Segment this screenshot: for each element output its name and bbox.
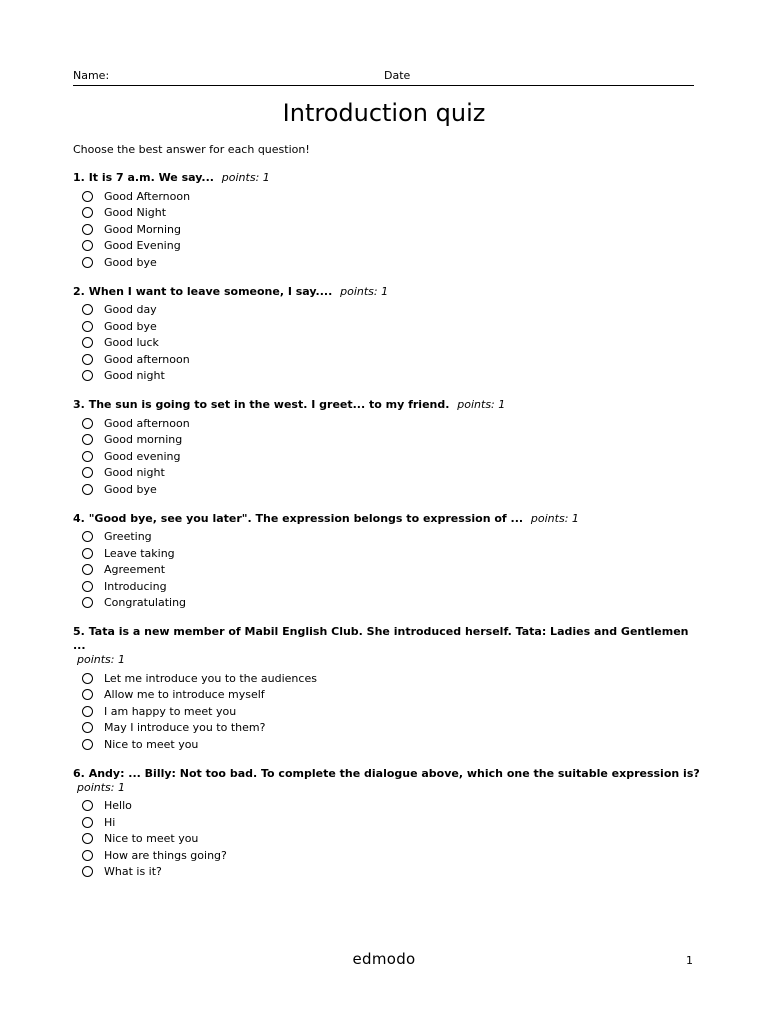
option[interactable] (73, 687, 703, 704)
option[interactable] (73, 335, 703, 352)
question-prompt: It is 7 a.m. We say... (88, 171, 214, 184)
option[interactable] (73, 188, 703, 205)
radio-button-icon[interactable] (82, 706, 93, 717)
radio-button-icon[interactable] (82, 722, 93, 733)
option-label: Good Afternoon (104, 189, 191, 203)
option[interactable] (73, 221, 703, 238)
option[interactable] (73, 578, 703, 595)
option[interactable] (73, 529, 703, 546)
radio-button-icon[interactable] (82, 451, 93, 462)
question-2 (73, 285, 703, 385)
question-number: 4. (73, 511, 85, 525)
option-label: Allow me to introduce myself (104, 688, 265, 702)
option-label: Introducing (104, 579, 167, 593)
question-number: 2. (73, 284, 85, 298)
option-label: Hello (104, 799, 132, 813)
radio-button-icon[interactable] (82, 224, 93, 235)
points-label: points: 1 (457, 398, 506, 411)
question-number: 1. (73, 171, 85, 184)
radio-button-icon[interactable] (82, 484, 93, 495)
radio-button-icon[interactable] (82, 354, 93, 365)
option-label: Leave taking (104, 546, 175, 560)
option[interactable] (73, 545, 703, 562)
option[interactable] (73, 254, 703, 271)
option-label: Good Morning (104, 222, 181, 236)
option[interactable] (73, 448, 703, 465)
radio-button-icon[interactable] (82, 800, 93, 811)
option[interactable] (73, 595, 703, 612)
option[interactable] (73, 831, 703, 848)
name-label: Name: (73, 69, 110, 82)
option-label: Good day (104, 303, 157, 317)
radio-button-icon[interactable] (82, 866, 93, 877)
option[interactable] (73, 814, 703, 831)
question-5 (73, 625, 703, 753)
option[interactable] (73, 864, 703, 881)
radio-button-icon[interactable] (82, 548, 93, 559)
question-prompt: Andy: ... Billy: Not too bad. To complete the dialogue above, which one the suitable expression is? (88, 766, 700, 780)
points-label: points: 1 (221, 171, 270, 184)
radio-button-icon[interactable] (82, 581, 93, 592)
radio-button-icon[interactable] (82, 739, 93, 750)
question-prompt: When I want to leave someone, I say.... (88, 284, 333, 298)
option[interactable] (73, 562, 703, 579)
option[interactable] (73, 238, 703, 255)
radio-button-icon[interactable] (82, 673, 93, 684)
option[interactable] (73, 670, 703, 687)
option-list (73, 415, 703, 498)
radio-button-icon[interactable] (82, 321, 93, 332)
option-label: Congratulating (104, 596, 187, 610)
option-label: Good evening (104, 449, 181, 463)
option-label: I am happy to meet you (104, 704, 237, 718)
points-label: points: 1 (77, 780, 125, 794)
option-label: Good bye (104, 255, 157, 269)
radio-button-icon[interactable] (82, 257, 93, 268)
question-text (73, 512, 703, 526)
question-3 (73, 398, 703, 498)
question-number: 5. (73, 625, 85, 638)
option-label: Let me introduce you to the audiences (104, 671, 317, 685)
option-label: Good luck (104, 336, 159, 350)
points-label: points: 1 (340, 284, 389, 298)
date-label: Date (384, 69, 411, 82)
radio-button-icon[interactable] (82, 850, 93, 861)
option[interactable] (73, 798, 703, 815)
points-label: points: 1 (77, 653, 125, 666)
radio-button-icon[interactable] (82, 467, 93, 478)
radio-button-icon[interactable] (82, 689, 93, 700)
option-label: Good night (104, 369, 165, 383)
option-label: How are things going? (104, 848, 227, 862)
option[interactable] (73, 703, 703, 720)
option-label: Nice to meet you (104, 737, 199, 751)
question-prompt: "Good bye, see you later". The expression belongs to expression of ... (88, 511, 524, 525)
question-text (73, 171, 703, 185)
option[interactable] (73, 720, 703, 737)
radio-button-icon[interactable] (82, 304, 93, 315)
question-4 (73, 512, 703, 612)
option-label: Greeting (104, 530, 152, 544)
question-text (73, 767, 703, 781)
option-label: Good night (104, 466, 165, 480)
instructions: Choose the best answer for each question! (73, 143, 310, 156)
option[interactable] (73, 318, 703, 335)
page-title: Introduction quiz (282, 99, 486, 127)
option[interactable] (73, 432, 703, 449)
question-list (73, 171, 703, 894)
radio-button-icon[interactable] (82, 240, 93, 251)
option-list (73, 302, 703, 385)
edmodo-logo: edmodo (352, 950, 416, 968)
radio-button-icon[interactable] (82, 833, 93, 844)
radio-button-icon[interactable] (82, 531, 93, 542)
radio-button-icon[interactable] (82, 207, 93, 218)
option-label: What is it? (104, 865, 162, 879)
question-prompt: The sun is going to set in the west. I greet... to my friend. (88, 398, 450, 411)
radio-button-icon[interactable] (82, 370, 93, 381)
radio-button-icon[interactable] (82, 191, 93, 202)
option-label: Agreement (104, 563, 166, 577)
question-6 (73, 767, 703, 881)
option[interactable] (73, 465, 703, 482)
header (73, 69, 694, 86)
option-label: Good afternoon (104, 416, 190, 430)
question-text (73, 625, 703, 653)
radio-button-icon[interactable] (82, 564, 93, 575)
radio-button-icon[interactable] (82, 418, 93, 429)
option[interactable] (73, 415, 703, 432)
option[interactable] (73, 736, 703, 753)
question-text (73, 285, 703, 299)
question-1 (73, 171, 703, 271)
option-label: Good bye (104, 319, 157, 333)
option[interactable] (73, 302, 703, 319)
option[interactable] (73, 351, 703, 368)
option[interactable] (73, 368, 703, 385)
question-number: 3. (73, 398, 85, 411)
option-list (73, 670, 703, 753)
option-label: Good afternoon (104, 352, 190, 366)
option[interactable] (73, 481, 703, 498)
option-label: Nice to meet you (104, 832, 199, 846)
radio-button-icon[interactable] (82, 597, 93, 608)
page-number: 1 (686, 954, 693, 967)
option-label: Good bye (104, 482, 157, 496)
question-number: 6. (73, 766, 85, 780)
option-label: Hi (104, 815, 116, 829)
option[interactable] (73, 847, 703, 864)
option-label: Good Evening (104, 239, 181, 253)
option-list (73, 529, 703, 612)
question-text (73, 398, 703, 412)
radio-button-icon[interactable] (82, 817, 93, 828)
option-list (73, 798, 703, 881)
option-list (73, 188, 703, 271)
option-label: Good morning (104, 433, 183, 447)
option-label: May I introduce you to them? (104, 721, 266, 735)
option[interactable] (73, 205, 703, 222)
radio-button-icon[interactable] (82, 434, 93, 445)
radio-button-icon[interactable] (82, 337, 93, 348)
question-prompt: Tata is a new member of Mabil English Club. She introduced herself. Tata: Ladies and Gentlemen ... (73, 625, 689, 652)
points-label: points: 1 (530, 511, 579, 525)
option-label: Good Night (104, 206, 167, 220)
